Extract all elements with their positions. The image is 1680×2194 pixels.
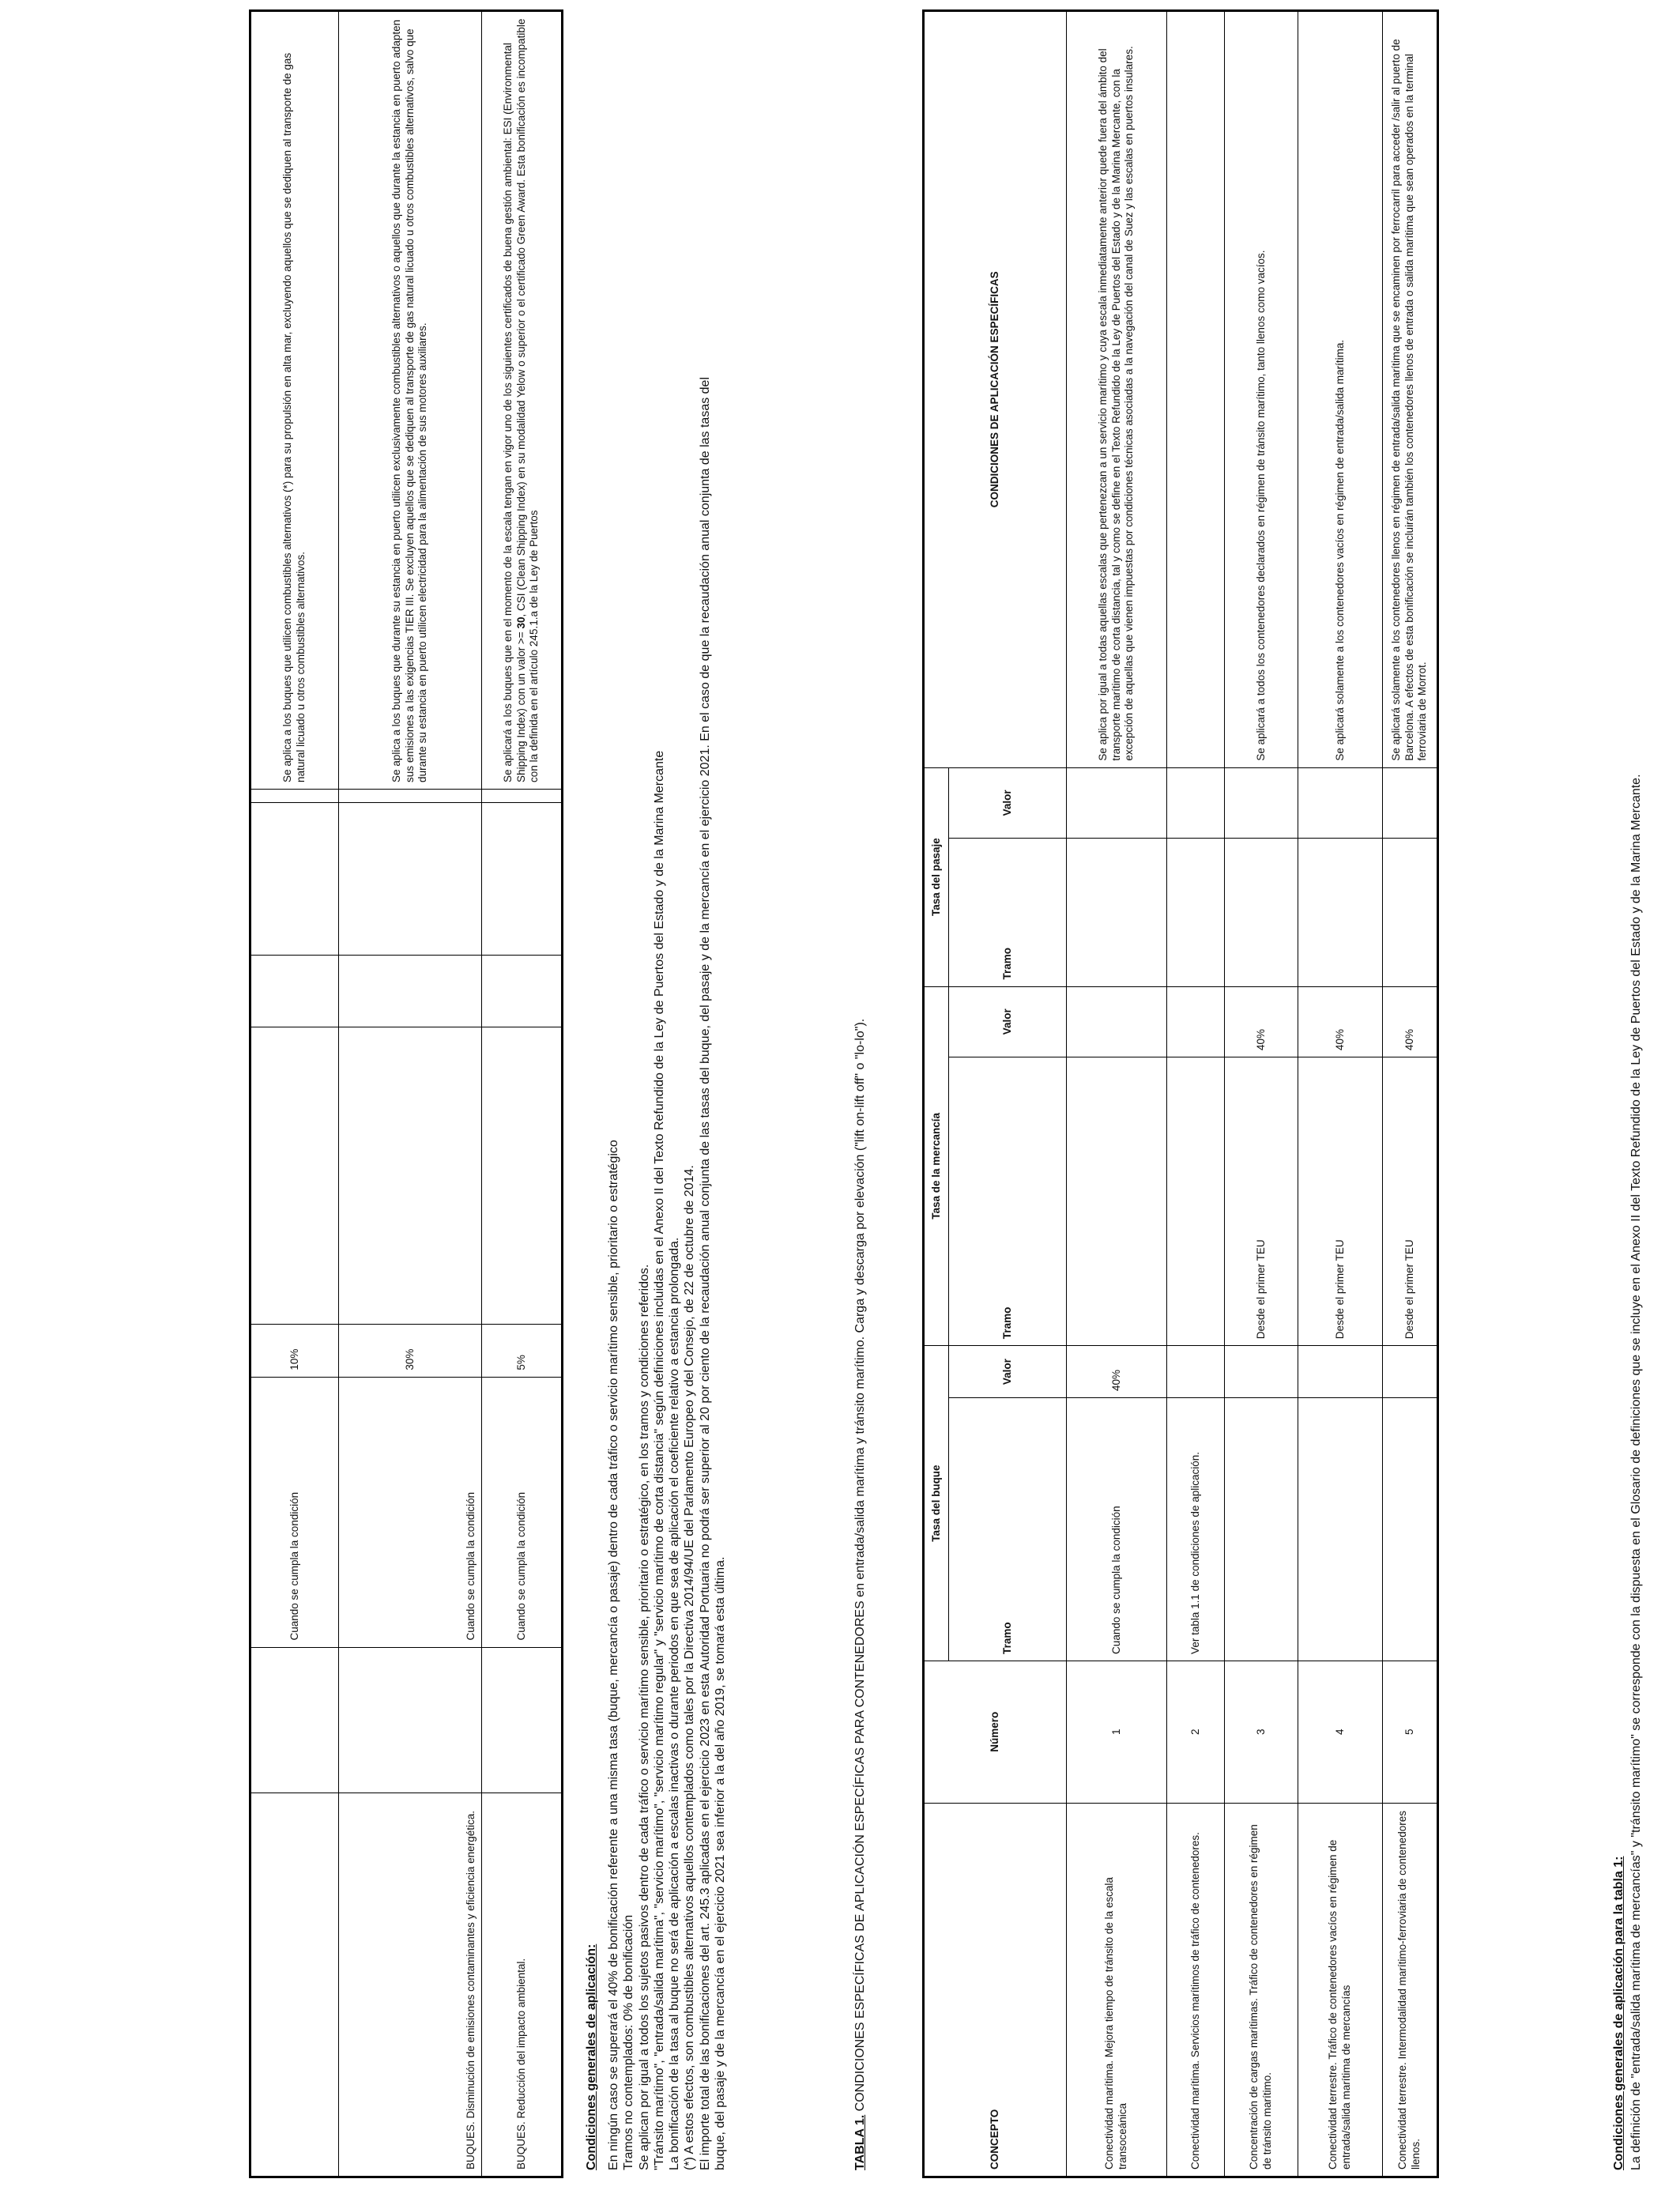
conditions-cell — [482, 11, 563, 790]
concept-cell: Concentración de cargas marítimas. Tráfico de contenedores en régimen de tránsito marítimo. — [1225, 1803, 1298, 2177]
number-cell — [250, 1647, 339, 1793]
conditions-threshold: 30 — [514, 616, 527, 629]
header-row — [924, 11, 949, 2177]
passenger-value-cell — [1298, 767, 1383, 839]
header-valor-pasaje: Valor — [949, 767, 1067, 839]
container-conditions-table — [922, 9, 1439, 2178]
passenger-value-cell — [1067, 767, 1167, 839]
condition-line: Se aplican por igual a todos los sujetos pasivos dentro de cada tráfico o servicio marítimo sensible, prioritario o estratégico, en los tramos y condiciones referidos. — [637, 1264, 651, 2170]
number-cell: 5 — [1383, 1661, 1438, 1803]
condition-line: Tramos no contemplados: 0% de bonificación — [622, 1914, 636, 2170]
general-conditions — [585, 36, 728, 2170]
number-cell — [339, 1647, 482, 1793]
number-cell: 1 — [1067, 1661, 1167, 1803]
condition-line: (*) A estos efectos, son combustibles alternativos aquellos contemplados como tales por la Directiva 2014/94/UE del Parlamento Europeo y del Consejo, de 22 de octubre de 2014. — [683, 1165, 697, 2170]
header-valor-buque: Valor — [949, 1346, 1067, 1398]
conditions-cell: Se aplica a los buques que durante su estancia en puerto utilicen exclusivamente combustibles alternativos o aquellos que durante la estancia en puerto adapten sus emisiones a las exigencias TIER III. Se excluyen aquellos que se dediquen al transporte de gas natural licuado u otros combustibles alternativos, salvo que durante su estancia en puerto utilicen electricidad para la alimentación de sus motores auxiliares. — [339, 11, 482, 790]
table1-conditions-text: La definición de "entrada/salida marítima de mercancías" y "tránsito marítimo" se corresponde con la dispuesta en el Glosario de definiciones que se incluye en el Anexo II del Texto Refundido de la Ley de Puertos del Estado y de la Marina Mercante. — [1629, 774, 1643, 2170]
vessel-tier-cell: Cuando se cumpla la condición — [1067, 1397, 1167, 1661]
conditions-cell: Se aplica a los buques que utilicen combustibles alternativos (*) para su propulsión en alta mar, excluyendo aquellos que se dediquen al transporte de gas natural licuado u otros combustibles alternativos. — [250, 11, 339, 790]
vessel-tier-cell — [1383, 1397, 1438, 1661]
passenger-tier-cell — [482, 803, 563, 955]
passenger-value-cell — [1383, 767, 1438, 839]
cargo-tier-cell — [482, 1027, 563, 1324]
passenger-tier-cell — [1067, 839, 1167, 986]
vessel-tier-cell — [1225, 1397, 1298, 1661]
passenger-tier-cell — [1225, 839, 1298, 986]
vessel-value-cell — [1298, 1346, 1383, 1398]
passenger-value-cell — [482, 789, 563, 802]
passenger-value-cell — [339, 789, 482, 802]
table1-title-text: CONDICIONES ESPECÍFICAS DE APLICACIÓN ESPECÍFICAS PARA CONTENEDORES en entrada/salida marítima y tránsito marítimo. Carga y descarga por elevación ("lift on-lift off" o "lo-lo"). — [853, 1018, 867, 2115]
concept-cell: Conectividad terrestre. Intermodalidad marítimo-ferroviaria de contenedores llenos. — [1383, 1803, 1438, 2177]
cargo-tier-cell — [250, 1027, 339, 1324]
header-tramo-pasaje: Tramo — [949, 839, 1067, 986]
cargo-tier-cell — [339, 1027, 482, 1324]
table-row — [1167, 11, 1225, 2177]
condition-line: El importe total de las bonificaciones del art. 245.3 aplicadas en el ejercicio 2023 en esta Autoridad Portuaria no podrá ser superior al 20 por ciento de la recaudación anual conjunta de las tasas del buque, del pasaje y de la mercancía en el ejercicio 2021. En el caso de que la recaudación anual conjunta de las tasas del — [698, 376, 712, 2170]
bonus-conditions-table — [249, 9, 563, 2178]
cargo-value-cell — [339, 955, 482, 1027]
table-row — [1067, 11, 1167, 2177]
table-row — [339, 11, 482, 2177]
vessel-tier-cell: Cuando se cumpla la condición — [339, 1377, 482, 1647]
cargo-value-cell: 40% — [1383, 986, 1438, 1057]
header-tasa-pasaje: Tasa del pasaje — [924, 767, 949, 986]
header-tramo-buque: Tramo — [949, 1397, 1067, 1661]
header-concepto: CONCEPTO — [924, 1803, 1067, 2177]
table1-title — [853, 1019, 868, 2170]
passenger-value-cell — [1225, 767, 1298, 839]
cargo-tier-cell: Desde el primer TEU — [1383, 1057, 1438, 1346]
vessel-value-cell: 5% — [482, 1324, 563, 1377]
cargo-value-cell: 40% — [1225, 986, 1298, 1057]
vessel-value-cell: 40% — [1067, 1346, 1167, 1398]
cargo-value-cell: 40% — [1298, 986, 1383, 1057]
header-tramo-mercancia: Tramo — [949, 1057, 1067, 1346]
vessel-value-cell — [1167, 1346, 1225, 1398]
vessel-value-cell — [1383, 1346, 1438, 1398]
header-numero: Número — [924, 1661, 1067, 1803]
cargo-value-cell — [1067, 986, 1167, 1057]
passenger-tier-cell — [339, 803, 482, 955]
table1-label: TABLA 1. — [853, 2114, 867, 2170]
table-row — [1298, 11, 1383, 2177]
concept-cell: Conectividad terrestre. Tráfico de contenedores vacíos en régimen de entrada/salida marítima de mercancías — [1298, 1803, 1383, 2177]
conditions-cell — [1167, 11, 1225, 768]
passenger-value-cell — [250, 789, 339, 802]
vessel-tier-cell: Cuando se cumpla la condición — [250, 1377, 339, 1647]
cargo-tier-cell — [1067, 1057, 1167, 1346]
concept-cell — [250, 1793, 339, 2177]
cargo-value-cell — [1167, 986, 1225, 1057]
cargo-value-cell — [250, 955, 339, 1027]
table1-general-conditions — [1612, 36, 1644, 2170]
vessel-value-cell: 30% — [339, 1324, 482, 1377]
conditions-text-b: , CSI (Clean Shipping Index) en su modalidad Yelow o superior o el certificado Green Award. Esta bonificación es incompatible con la definida en el artículo 245.1.a de la Ley de Puertos — [514, 18, 541, 782]
passenger-value-cell — [1167, 767, 1225, 839]
cargo-tier-cell: Desde el primer TEU — [1225, 1057, 1298, 1346]
header-tasa-mercancia: Tasa de la mercancía — [924, 986, 949, 1346]
condition-line: buque, del pasaje y de la mercancía en el ejercicio 2021 sea inferior a la del año 2019, se tomará esta última. — [714, 1556, 728, 2170]
passenger-tier-cell — [1298, 839, 1383, 986]
vessel-value-cell: 10% — [250, 1324, 339, 1377]
general-conditions-title: Condiciones generales de aplicación: — [585, 1943, 598, 2170]
passenger-tier-cell — [250, 803, 339, 955]
vessel-tier-cell — [1298, 1397, 1383, 1661]
cargo-tier-cell: Desde el primer TEU — [1298, 1057, 1383, 1346]
vessel-value-cell — [1225, 1346, 1298, 1398]
condition-line: La bonificación de la tasa al buque no será de aplicación a escalas inactivas o durante periodos en que sea de aplicación el coeficiente relativo a estancia prolongada. — [668, 1237, 682, 2170]
table-row — [482, 11, 563, 2177]
condition-line: "Tránsito marítimo", "entrada/salida marítima", "servicio marítimo", "servicio marítimo regular" y "servicio marítimo de corta distancia" según definiciones incluidas en el Anexo II del Texto Refundido de la Ley de Puertos del Estado y de la Marina Mercante — [652, 750, 666, 2170]
cargo-value-cell — [482, 955, 563, 1027]
conditions-cell: Se aplicará solamente a los contenedores vacíos en régimen de entrada/salida marítima. — [1298, 11, 1383, 768]
table-row — [1383, 11, 1438, 2177]
header-valor-mercancia: Valor — [949, 986, 1067, 1057]
vessel-tier-cell: Ver tabla 1.1 de condiciones de aplicación. — [1167, 1397, 1225, 1661]
passenger-tier-cell — [1167, 839, 1225, 986]
table-row — [250, 11, 339, 2177]
table1-conditions-title: Condiciones generales de aplicación para la tabla 1: — [1612, 1856, 1625, 2170]
concept-cell: BUQUES. Reducción del impacto ambiental. — [482, 1793, 563, 2177]
header-tasa-buque: Tasa del buque — [924, 1346, 949, 1661]
number-cell: 2 — [1167, 1661, 1225, 1803]
concept-cell: Conectividad marítima. Servicios marítimos de tráfico de contenedores. — [1167, 1803, 1225, 2177]
condition-line: En ningún caso se superará el 40% de bonificación referente a una misma tasa (buque, mercancía o pasaje) dentro de cada tráfico o servicio marítimo sensible, prioritario o estratégico — [607, 1140, 620, 2170]
passenger-tier-cell — [1383, 839, 1438, 986]
conditions-text-a: Se aplicará a los buques que en el momento de la escala tengan en vigor uno de los siguientes certificados de buena gestión ambiental: ESI (Environmental Shipping Index) con un valor >= — [501, 43, 527, 782]
conditions-cell: Se aplicará a todos los contenedores declarados en régimen de tránsito marítimo, tanto llenos como vacíos. — [1225, 11, 1298, 768]
number-cell: 4 — [1298, 1661, 1383, 1803]
cargo-tier-cell — [1167, 1057, 1225, 1346]
vessel-tier-cell: Cuando se cumpla la condición — [482, 1377, 563, 1647]
table-row — [1225, 11, 1298, 2177]
concept-cell: Conectividad marítima. Mejora tiempo de tránsito de la escala transoceánica — [1067, 1803, 1167, 2177]
header-condiciones: CONDICIONES DE APLICACIÓN ESPECÍFICAS — [924, 11, 1067, 768]
number-cell — [482, 1647, 563, 1793]
number-cell: 3 — [1225, 1661, 1298, 1803]
conditions-cell: Se aplica por igual a todas aquellas escalas que pertenezcan a un servicio marítimo y cuya escala inmediatamente anterior quede fuera del ámbito del transporte marítimo de corta distancia, tal y como se define en el Texto Refundido de la Ley de Puertos del Estado y de la Marina Mercante, con la excepción de aquellas que vienen impuestas por condiciones técnicas asociadas a la navegación del canal de Suez y las escalas en puertos insulares. — [1067, 11, 1167, 768]
concept-cell: BUQUES. Disminución de emisiones contaminantes y eficiencia energética. — [339, 1793, 482, 2177]
conditions-cell: Se aplicará solamente a los contenedores llenos en régimen de entrada/salida marítima que se encaminen por ferrocarril para acceder /salir al puerto de Barcelona. A efectos de esta bonificación se incluirán también los contenedores llenos de entrada o salida marítima que sean operados en la terminal ferroviaria de Morrot. — [1383, 11, 1438, 768]
